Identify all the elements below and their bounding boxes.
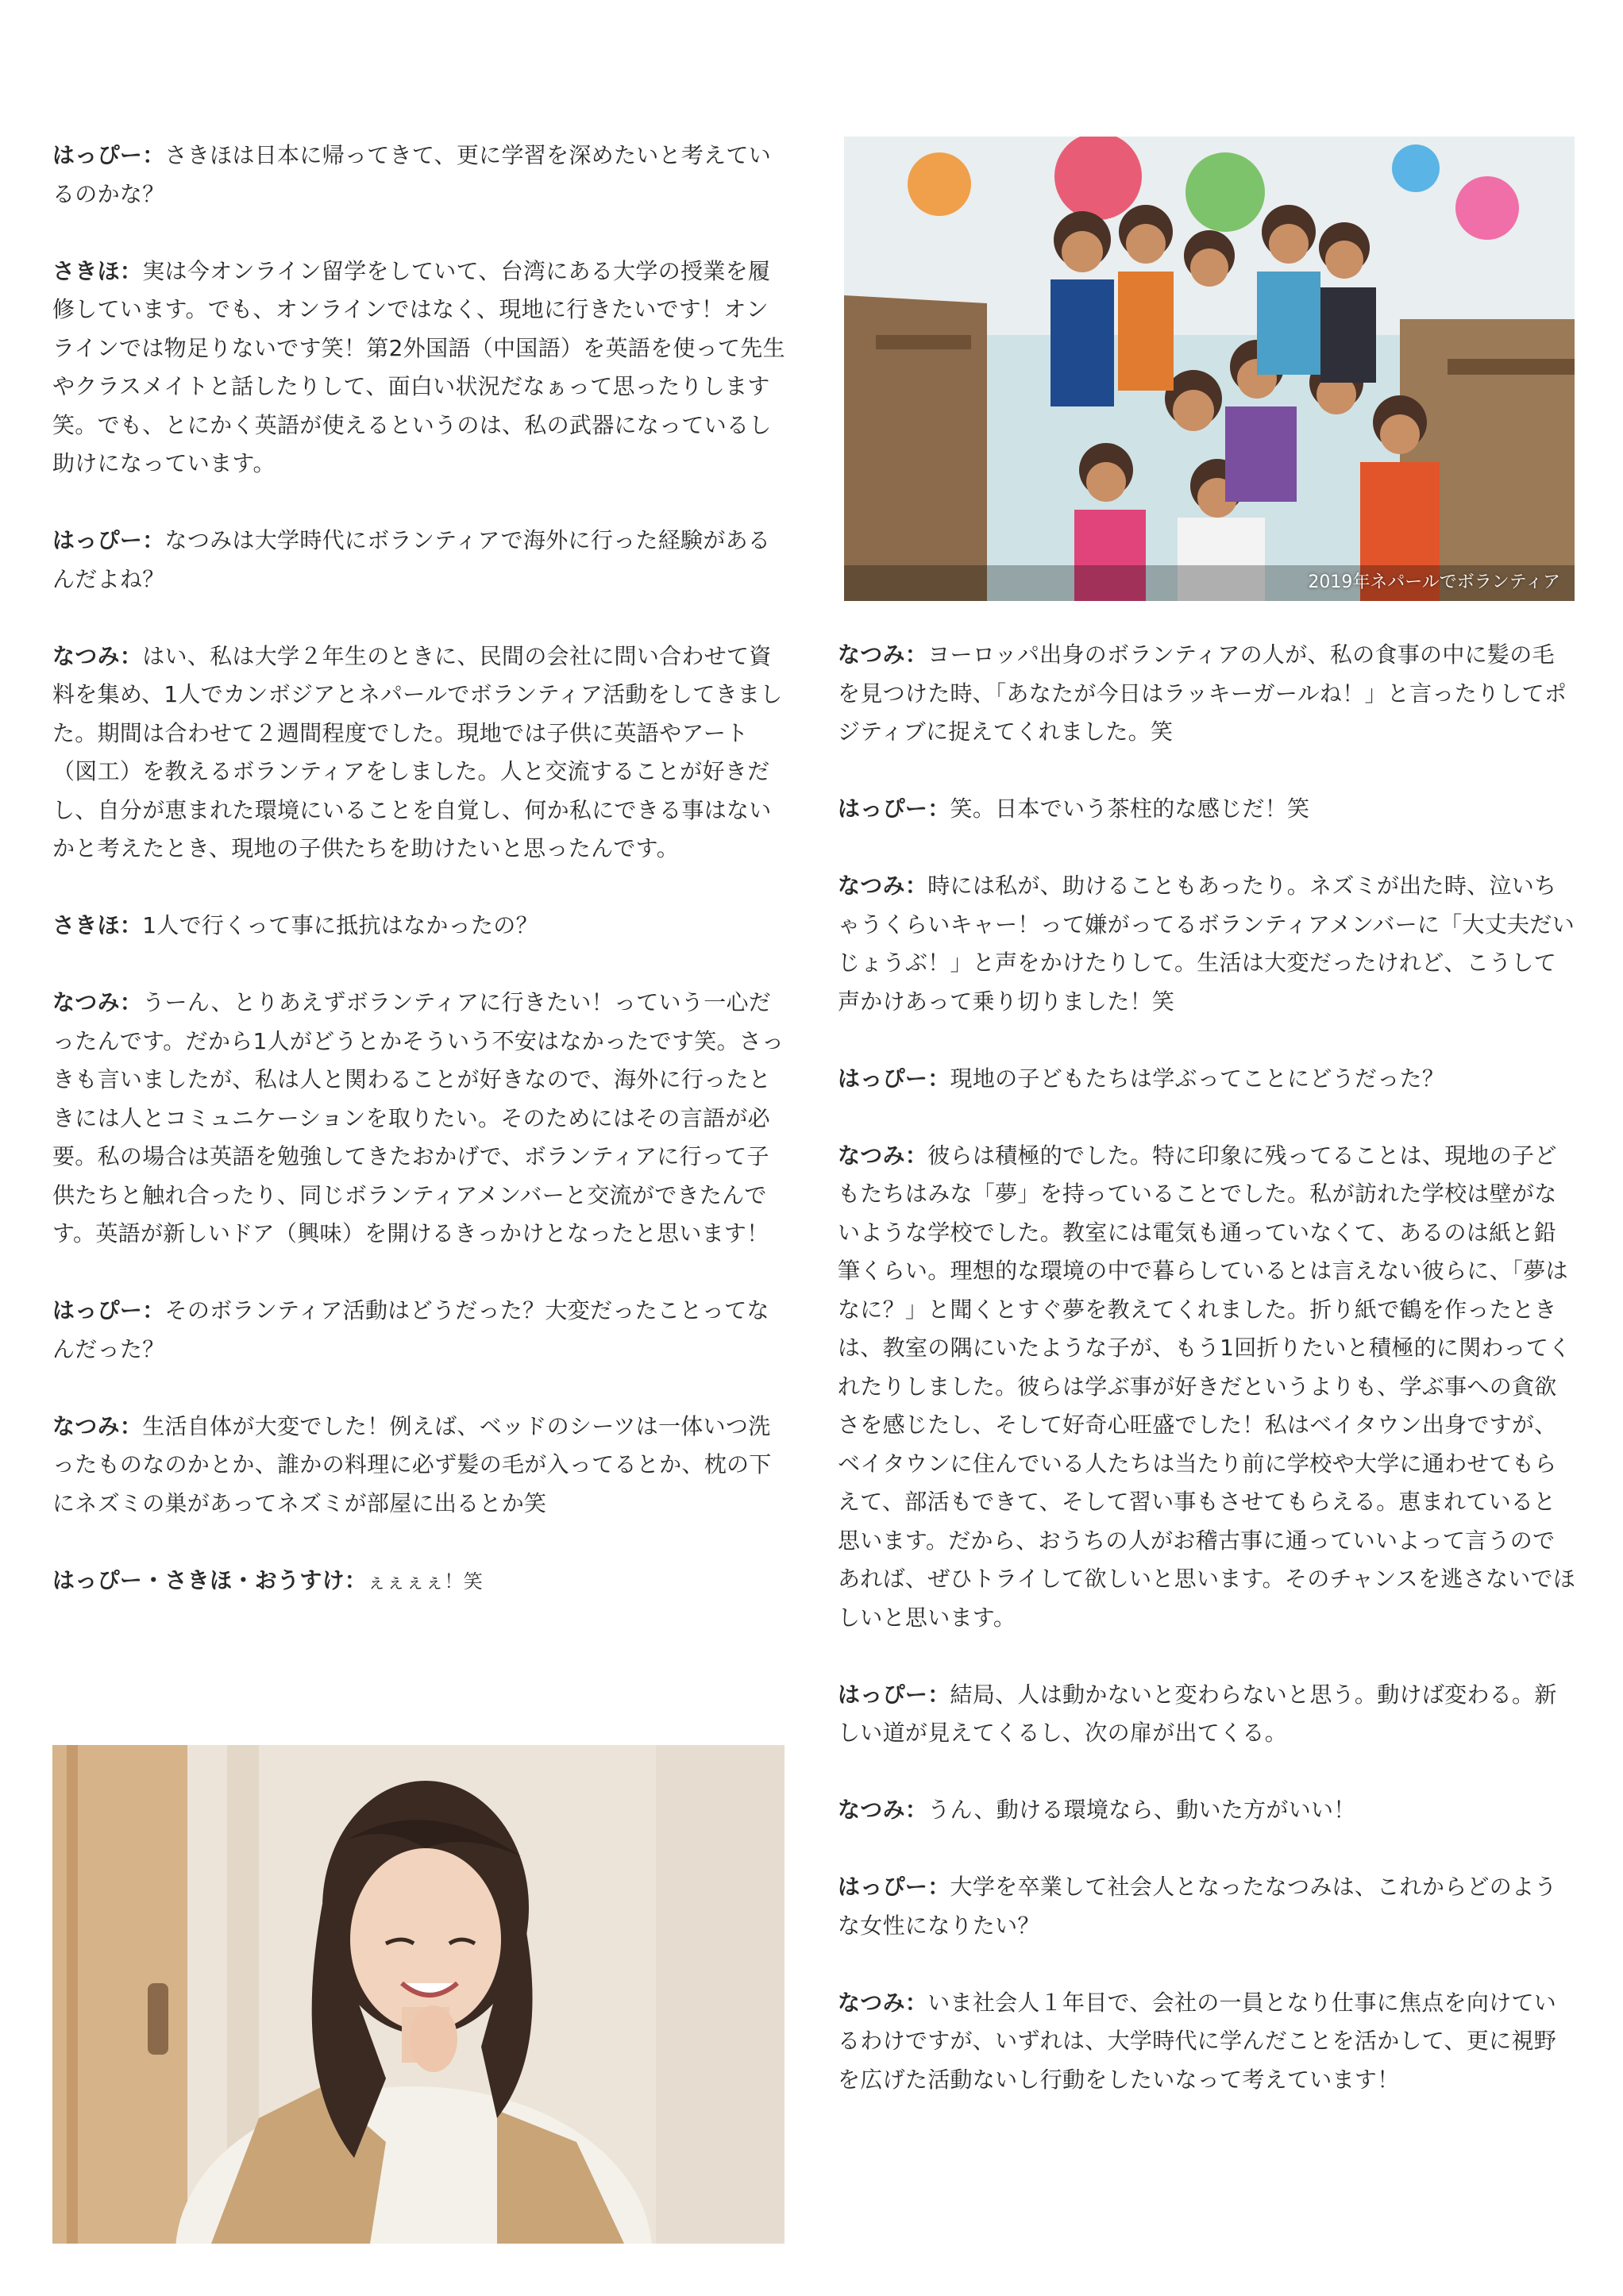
dialogue-line: なつみ：いま社会人１年目で、会社の一員となり仕事に焦点を向けているわけですが、いずれは、大学時代に学んだことを活かして、更に視野を広げた活動ないし行動をしたいなって考えています！ [838, 1989, 1557, 2093]
photo-caption: 2019年ネパールでボランティア [1308, 572, 1560, 592]
speaker-name: はっぴー [52, 142, 143, 168]
dialogue-line: なつみ：うーん、とりあえずボランティアに行きたい！っていう一心だったんです。だから1人がどうとかそういう不安はなかったです笑。さっきも言いましたが、私は人と関わることが好きなので、海外に行ったときには人とコミュニケーションを取りたい。そのためにはその言語が必要。私の場合は英語を勉強してきたおかげで、ボランティアに行って子供たちと触れ合ったり、同じボランティアメンバーと交流ができたんです。英語が新しいドア（興味）を開けるきっかけとなったと思います！ [52, 989, 785, 1246]
dialogue-text: 結局、人は動かないと変わらないと思う。動けば変わる。新しい道が見えてくるし、次の扉が出てくる。 [838, 1681, 1557, 1746]
dialogue-text: ヨーロッパ出身のボランティアの人が、私の食事の中に髪の毛を見つけた時、「あなたが今日はラッキーガールね！」と言ったりしてポジティブに捉えてくれました。笑 [838, 641, 1567, 745]
dialogue-text: 実は今オンライン留学をしていて、台湾にある大学の授業を履修しています。でも、オンラインではなく、現地に行きたいです！オンラインでは物足りないです笑！第2外国語（中国語）を英語を使って先生やクラスメイトと話したりして、面白い状況だなぁって思ったりします笑。でも、とにかく英語が使えるというのは、私の武器になっているし助けになっています。 [52, 257, 785, 476]
portrait-photo-image [52, 1745, 785, 2244]
dialogue-line: はっぴー：現地の子どもたちは学ぶってことにどうだった？ [838, 1065, 1445, 1092]
dialogue-text: いま社会人１年目で、会社の一員となり仕事に焦点を向けているわけですが、いずれは、大学時代に学んだことを活かして、更に視野を広げた活動ないし行動をしたいなって考えています！ [838, 1989, 1557, 2093]
dialogue-line: はっぴー：そのボランティア活動はどうだった？大変だったことってなんだった？ [52, 1297, 769, 1362]
left-column [52, 137, 791, 1639]
dialogue-text: 生活自体が大変でした！例えば、ベッドのシーツは一体いつ洗ったものなのかとか、誰かの料理に必ず髪の毛が入ってるとか、枕の下にネズミの巣があってネズミが部屋に出るとか笑 [52, 1412, 772, 1516]
speaker-name: なつみ [838, 1989, 905, 2016]
dialogue-line: はっぴー：さきほは日本に帰ってきて、更に学習を深めたいと考えているのかな？ [52, 142, 772, 207]
dialogue-line: はっぴー：なつみは大学時代にボランティアで海外に行った経験があるんだよね？ [52, 527, 771, 592]
dialogue-text: 現地の子どもたちは学ぶってことにどうだった？ [950, 1065, 1445, 1092]
dialogue-line: なつみ：はい、私は大学２年生のときに、民間の会社に問い合わせて資料を集め、1人でカンボジアとネパールでボランティア活動をしてきました。期間は合わせて２週間程度でした。現地では子供に英語やアート（図工）を教えるボランティアをしました。人と交流することが好きだし、自分が恵まれた環境にいることを自覚し、何か私にできる事はないかと考えたとき、現地の子供たちを助けたいと思ったんです。 [52, 642, 783, 861]
speaker-name: はっぴー [52, 527, 143, 553]
speaker-name: はっぴー [838, 1065, 928, 1092]
dialogue-line: なつみ：ヨーロッパ出身のボランティアの人が、私の食事の中に髪の毛を見つけた時、「あなたが今日はラッキーガールね！」と言ったりしてポジティブに捉えてくれました。笑 [838, 641, 1567, 745]
speaker-name: さきほ [52, 257, 120, 284]
dialogue-text: 時には私が、助けることもあったり。ネズミが出た時、泣いちゃうくらいキャー！って嫌がってるボランティアメンバーに「大丈夫だいじょうぶ！」と声をかけたりして。生活は大変だったけれど、こうして声かけあって乗り切りました！笑 [838, 873, 1575, 1015]
dialogue-text: ぇぇぇぇ！笑 [367, 1570, 484, 1593]
dialogue-line: なつみ：時には私が、助けることもあったり。ネズミが出た時、泣いちゃうくらいキャー！って嫌がってるボランティアメンバーに「大丈夫だいじょうぶ！」と声をかけたりして。生活は大変だったけれど、こうして声かけあって乗り切りました！笑 [838, 873, 1575, 1015]
dialogue-text: 1人で行くって事に抵抗はなかったの？ [142, 912, 538, 938]
speaker-name: はっぴー [838, 796, 928, 822]
dialogue-text: さきほは日本に帰ってきて、更に学習を深めたいと考えているのかな？ [52, 142, 772, 207]
dialogue-text: そのボランティア活動はどうだった？大変だったことってなんだった？ [52, 1297, 769, 1362]
speaker-name: なつみ [838, 1142, 905, 1169]
dialogue-text: 大学を卒業して社会人となったなつみは、これからどのような女性になりたい？ [838, 1874, 1557, 1939]
speaker-name: はっぴー [838, 1874, 928, 1900]
dialogue-line: さきほ：実は今オンライン留学をしていて、台湾にある大学の授業を履修しています。でも、オンラインではなく、現地に行きたいです！オンラインでは物足りないです笑！第2外国語（中国語）を英語を使って先生やクラスメイトと話したりして、面白い状況だなぁって思ったりします笑。でも、とにかく英語が使えるというのは、私の武器になっているし助けになっています。 [52, 257, 785, 476]
speaker-name: はっぴー [838, 1681, 928, 1708]
dialogue-line: なつみ：彼らは積極的でした。特に印象に残ってることは、現地の子どもたちはみな「夢」を持っていることでした。私が訪れた学校は壁がないような学校でした。教室には電気も通っていなくて、あるのは紙と鉛筆くらい。理想的な環境の中で暮らしているとは言えない彼らに、「夢はなに？」と聞くとすぐ夢を教えてくれました。折り紙で鶴を作ったときは、教室の隅にいたような子が、もう1回折りたいと積極的に関わってくれたりしました。彼らは学ぶ事が好きだというよりも、学ぶ事への貪欲さを感じたし、そして好奇心旺盛でした！私はベイタウン出身ですが、ベイタウンに住んでいる人たちは当たり前に学校や大学に通わせてもらえて、部活もできて、そして習い事もさせてもらえる。恵まれていると思います。だから、おうちの人がお稽古事に通っていいよって言うのであれば、ぜひトライして欲しいと思います。そのチャンスを逃さないでほしいと思います。 [838, 1142, 1576, 1631]
dialogue-text: うん、動ける環境なら、動いた方がいい！ [927, 1797, 1356, 1823]
dialogue-line: はっぴー：結局、人は動かないと変わらないと思う。動けば変わる。新しい道が見えてくるし、次の扉が出てくる。 [838, 1681, 1557, 1746]
dialogue-text: うーん、とりあえずボランティアに行きたい！っていう一心だったんです。だから1人がどうとかそういう不安はなかったです笑。さっきも言いましたが、私は人と関わることが好きなので、海外に行ったときには人とコミュニケーションを取りたい。そのためにはその言語が必要。私の場合は英語を勉強してきたおかげで、ボランティアに行って子供たちと触れ合ったり、同じボランティアメンバーと交流ができたんです。英語が新しいドア（興味）を開けるきっかけとなったと思います！ [52, 989, 785, 1246]
portrait-photo [52, 1745, 785, 2244]
dialogue-text: 笑。日本でいう茶柱的な感じだ！笑 [950, 796, 1310, 822]
speaker-name: なつみ [52, 642, 120, 669]
speaker-name: はっぴー・さきほ・おうすけ [52, 1566, 345, 1593]
nepal-photo-image [844, 137, 1575, 601]
speaker-name: さきほ [52, 912, 120, 938]
dialogue-line: さきほ：1人で行くって事に抵抗はなかったの？ [52, 912, 538, 938]
dialogue-line: なつみ：うん、動ける環境なら、動いた方がいい！ [838, 1797, 1356, 1823]
speaker-name: なつみ [838, 873, 905, 899]
dialogue-text: なつみは大学時代にボランティアで海外に行った経験があるんだよね？ [52, 527, 771, 592]
dialogue-text: 彼らは積極的でした。特に印象に残ってることは、現地の子どもたちはみな「夢」を持っていることでした。私が訪れた学校は壁がないような学校でした。教室には電気も通っていなくて、あるのは紙と鉛筆くらい。理想的な環境の中で暮らしているとは言えない彼らに、「夢はなに？」と聞くとすぐ夢を教えてくれました。折り紙で鶴を作ったときは、教室の隅にいたような子が、もう1回折りたいと積極的に関わってくれたりしました。彼らは学ぶ事が好きだというよりも、学ぶ事への貪欲さを感じたし、そして好奇心旺盛でした！私はベイタウン出身ですが、ベイタウンに住んでいる人たちは当たり前に学校や大学に通わせてもらえて、部活もできて、そして習い事もさせてもらえる。恵まれていると思います。だから、おうちの人がお稽古事に通っていいよって言うのであれば、ぜひトライして欲しいと思います。そのチャンスを逃さないでほしいと思います。 [838, 1142, 1576, 1631]
speaker-name: なつみ [52, 1412, 120, 1439]
speaker-name: なつみ [838, 641, 905, 668]
dialogue-line: はっぴー・さきほ・おうすけ：ぇぇぇぇ！笑 [52, 1566, 484, 1593]
dialogue-line: はっぴー：大学を卒業して社会人となったなつみは、これからどのような女性になりたい？ [838, 1874, 1557, 1939]
dialogue-text: はい、私は大学２年生のときに、民間の会社に問い合わせて資料を集め、1人でカンボジアとネパールでボランティア活動をしてきました。期間は合わせて２週間程度でした。現地では子供に英語やアート（図工）を教えるボランティアをしました。人と交流することが好きだし、自分が恵まれた環境にいることを自覚し、何か私にできる事はないかと考えたとき、現地の子供たちを助けたいと思ったんです。 [52, 642, 783, 861]
speaker-name: なつみ [838, 1797, 905, 1823]
speaker-name: はっぴー [52, 1297, 143, 1323]
dialogue-line: はっぴー：笑。日本でいう茶柱的な感じだ！笑 [838, 796, 1310, 822]
right-column [838, 137, 1576, 2138]
speaker-name: なつみ [52, 989, 120, 1015]
dialogue-line: なつみ：生活自体が大変でした！例えば、ベッドのシーツは一体いつ洗ったものなのかとか、誰かの料理に必ず髪の毛が入ってるとか、枕の下にネズミの巣があってネズミが部屋に出るとか笑 [52, 1412, 772, 1516]
nepal-volunteer-photo [844, 137, 1575, 601]
